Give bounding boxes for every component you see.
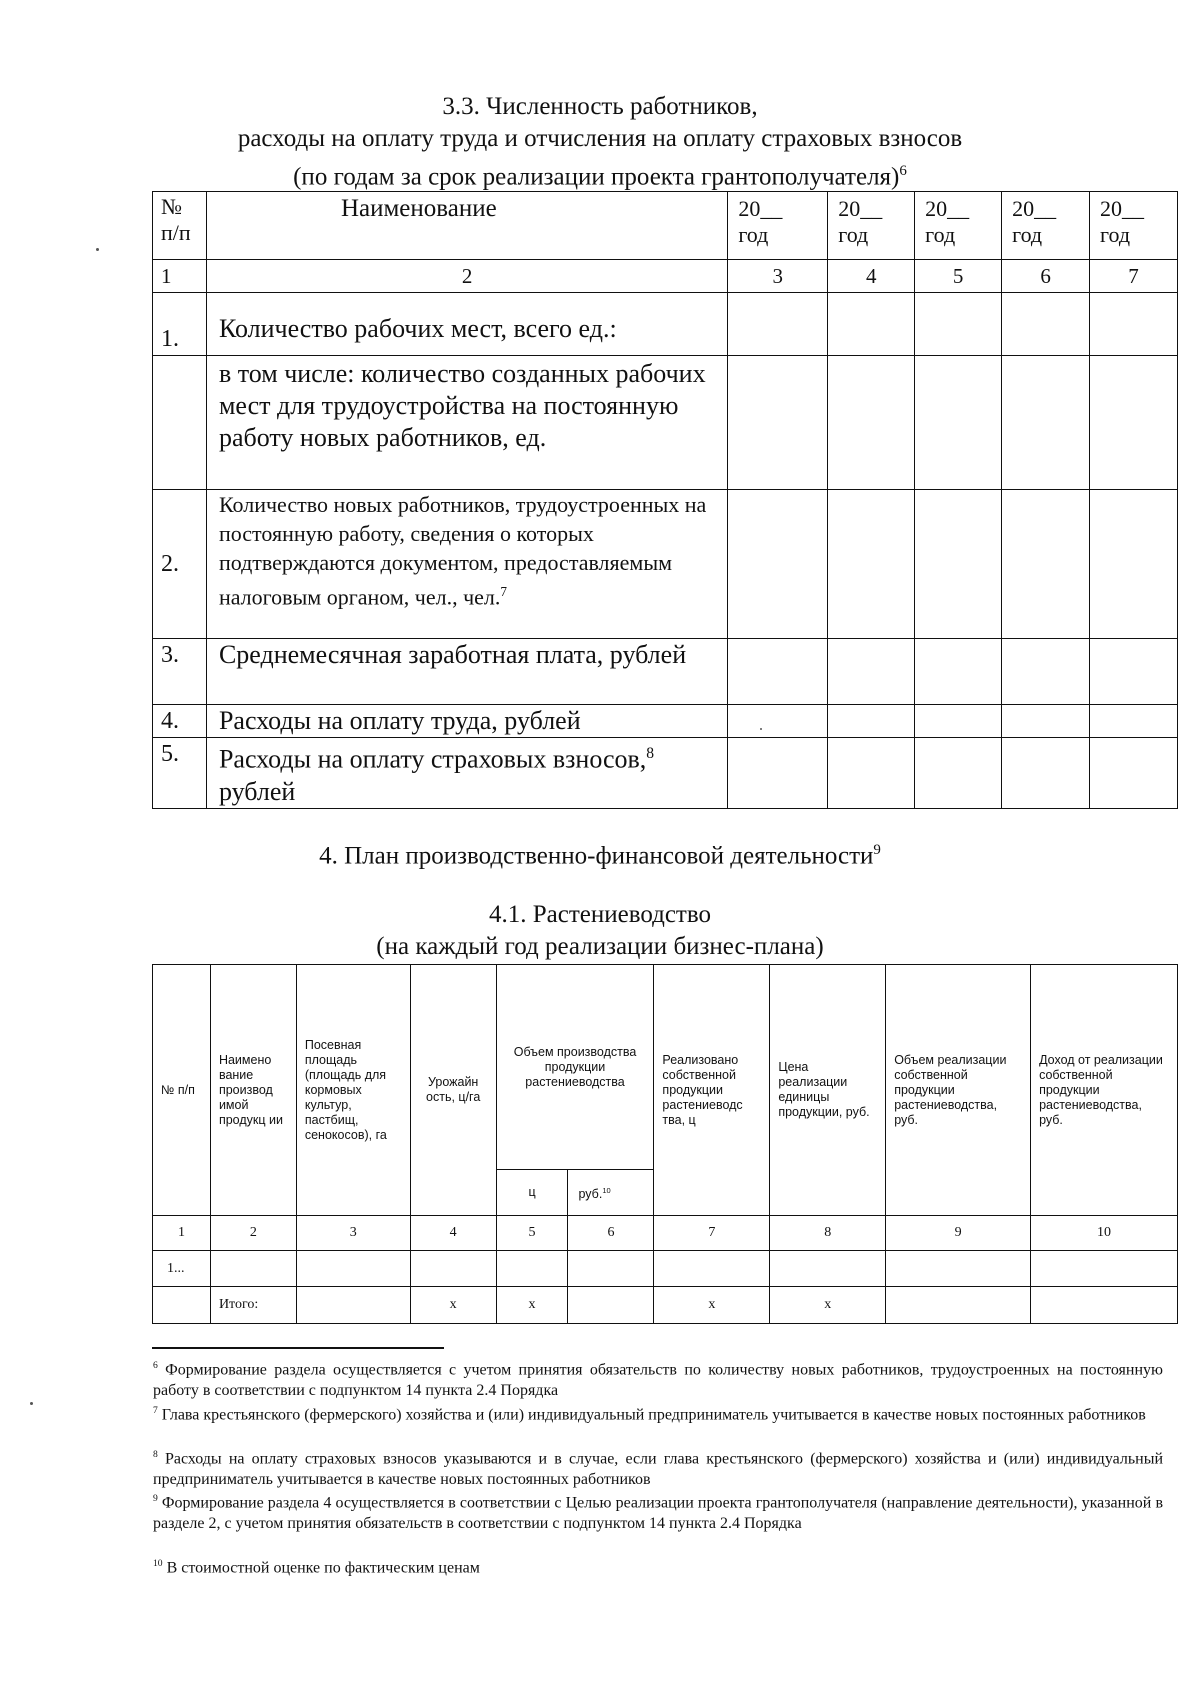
section-4-title bbox=[0, 835, 1200, 871]
header-volume: Объем производства продукции растениеводства bbox=[496, 965, 654, 1170]
header-num: № п/п bbox=[153, 965, 211, 1216]
header-year-3: 20__ год bbox=[915, 192, 1002, 260]
total-sold: х bbox=[654, 1287, 770, 1324]
row-num bbox=[153, 356, 207, 490]
row-name-text-2: рублей bbox=[218, 776, 296, 806]
header-price: Цена реализации единицы продукции, руб. bbox=[770, 965, 886, 1216]
footnote-text: Формирование раздела осуществляется с учетом принятия обязательств по количеству новых работников, трудоустроенных на постоянную работу в соответствии с подпунктом 14 пункта 2.4 Порядка bbox=[153, 1361, 1163, 1400]
footnote-number: 7 bbox=[153, 1405, 158, 1416]
footnote-ref-10: 10 bbox=[602, 1185, 611, 1195]
row-num: 3. bbox=[153, 639, 207, 705]
col-num-7: 7 bbox=[654, 1216, 770, 1251]
header-area: Посевная площадь (площадь для кормовых культур, пастбищ, сенокосов), га bbox=[296, 965, 410, 1216]
col-num-9: 9 bbox=[886, 1216, 1031, 1251]
footnote-number: 10 bbox=[153, 1558, 163, 1569]
header-year-1: 20__ год bbox=[728, 192, 828, 260]
col-num-5: 5 bbox=[915, 260, 1002, 293]
footnote-number: 8 bbox=[153, 1449, 158, 1460]
col-num-1: 1 bbox=[153, 1216, 211, 1251]
col-num-3: 3 bbox=[296, 1216, 410, 1251]
header-name: Наименование bbox=[206, 192, 727, 260]
footnote-text: Глава крестьянского (фермерского) хозяйства и (или) индивидуальный предприниматель учитывается в качестве новых постоянных работников bbox=[161, 1406, 1146, 1424]
header-year-5: 20__ год bbox=[1090, 192, 1178, 260]
footnote-10 bbox=[153, 1553, 1163, 1578]
footnote-text: Формирование раздела 4 осуществляется в соответствии с Целью реализации проекта грантополучателя (направление деятельности), указанной в разделе 2, с учетом принятия обязательств в соответствии с подпунктом 14 пункта 2.4 Порядка bbox=[153, 1494, 1163, 1533]
section-3-3-title-line3 bbox=[0, 156, 1200, 192]
section-3-3-title-line1: 3.3. Численность работников, bbox=[442, 93, 758, 120]
row-name bbox=[206, 490, 727, 639]
col-num-3: 3 bbox=[728, 260, 828, 293]
crop-production-table bbox=[152, 964, 1178, 1324]
footnote-number: 6 bbox=[153, 1360, 158, 1371]
col-num-1: 1 bbox=[153, 260, 207, 293]
footnote-text: Расходы на оплату страховых взносов указываются и в случае, если глава крестьянского (фермерского) хозяйства и (или) индивидуальный предприниматель учитывается в качестве новых постоянных работников bbox=[153, 1450, 1164, 1489]
footnote-6 bbox=[153, 1355, 1163, 1401]
col-num-5: 5 bbox=[496, 1216, 568, 1251]
header-volume-rub-text: руб. bbox=[578, 1187, 603, 1202]
row-name-text: Количество новых работников, трудоустроенных на постоянную работу, сведения о которых подтверждаются документом, предоставляемым налоговым органом, чел., чел. bbox=[218, 492, 707, 610]
header-volume-c: ц bbox=[496, 1170, 568, 1216]
footnote-ref-7: 7 bbox=[500, 584, 508, 599]
footnote-ref-6: 6 bbox=[899, 163, 907, 179]
col-num-10: 10 bbox=[1031, 1216, 1178, 1251]
row-name-text: Расходы на оплату страховых взносов, bbox=[218, 744, 647, 774]
col-num-8: 8 bbox=[770, 1216, 886, 1251]
footnote-text: В стоимостной оценке по фактическим ценам bbox=[166, 1559, 480, 1577]
section-3-3-title-line2: расходы на оплату труда и отчисления на оплату страховых взносов bbox=[237, 125, 963, 152]
row-name bbox=[206, 738, 727, 809]
header-sold: Реализовано собственной продукции растениеводс тва, ц bbox=[654, 965, 770, 1216]
col-num-2: 2 bbox=[206, 260, 727, 293]
col-num-6: 6 bbox=[568, 1216, 654, 1251]
title-line3-text: (по годам за срок реализации проекта грантополучателя) bbox=[293, 163, 900, 191]
row-num: 1. bbox=[153, 293, 207, 356]
section-4-title-text: 4. План производственно-финансовой деятельности bbox=[319, 842, 874, 870]
scan-speck bbox=[96, 248, 99, 251]
scan-speck bbox=[30, 1402, 33, 1405]
row-num: 1... bbox=[153, 1251, 211, 1287]
footnote-separator bbox=[152, 1347, 444, 1349]
total-volume-c: х bbox=[496, 1287, 568, 1324]
col-num-7: 7 bbox=[1090, 260, 1178, 293]
header-name: Наимено вание производ имой продукц ии bbox=[210, 965, 296, 1216]
row-num: 2. bbox=[153, 490, 207, 639]
row-num: 5. bbox=[153, 738, 207, 809]
header-income: Доход от реализации собственной продукции растениеводства, руб. bbox=[1031, 965, 1178, 1216]
col-num-4: 4 bbox=[828, 260, 915, 293]
row-name: Среднемесячная заработная плата, рублей bbox=[206, 639, 727, 705]
total-label: Итого: bbox=[210, 1287, 296, 1324]
total-yield: х bbox=[410, 1287, 496, 1324]
scan-speck bbox=[760, 728, 762, 730]
section-4-1-title-line2: (на каждый год реализации бизнес-плана) bbox=[376, 933, 824, 960]
header-yield: Урожайн ость, ц/га bbox=[410, 965, 496, 1216]
row-name: Расходы на оплату труда, рублей bbox=[206, 705, 727, 738]
footnote-8 bbox=[153, 1444, 1163, 1490]
footnote-number: 9 bbox=[153, 1493, 158, 1504]
footnote-ref-8: 8 bbox=[646, 745, 655, 762]
header-year-4: 20__ год bbox=[1002, 192, 1090, 260]
header-year-2: 20__ год bbox=[828, 192, 915, 260]
header-volume-rub bbox=[568, 1170, 654, 1216]
section-4-1-title-line1: 4.1. Растениеводство bbox=[488, 901, 711, 928]
col-num-4: 4 bbox=[410, 1216, 496, 1251]
col-num-6: 6 bbox=[1002, 260, 1090, 293]
header-sales-volume: Объем реализации собственной продукции растениеводства, руб. bbox=[886, 965, 1031, 1216]
workers-table bbox=[152, 191, 1178, 809]
footnote-ref-9: 9 bbox=[873, 842, 881, 858]
total-price: х bbox=[770, 1287, 886, 1324]
col-num-2: 2 bbox=[210, 1216, 296, 1251]
row-num: 4. bbox=[153, 705, 207, 738]
row-name: Количество рабочих мест, всего ед.: bbox=[206, 293, 727, 356]
header-num: № п/п bbox=[153, 192, 207, 260]
footnote-7 bbox=[153, 1400, 1163, 1425]
row-name: в том числе: количество созданных рабочих мест для трудоустройства на постоянную работу новых работников, ед. bbox=[206, 356, 727, 490]
footnote-9 bbox=[153, 1488, 1163, 1534]
